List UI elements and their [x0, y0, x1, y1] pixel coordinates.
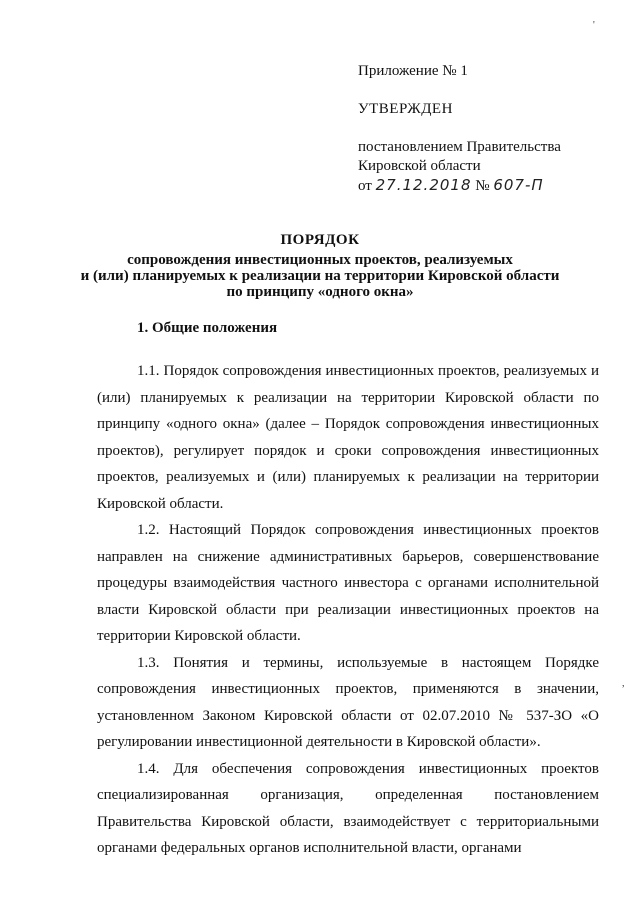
title-main: ПОРЯДОК — [280, 232, 360, 248]
scan-speck: ' — [593, 20, 595, 31]
decree-line-2: Кировской области — [358, 158, 481, 174]
appendix-label: Приложение № 1 — [358, 63, 468, 79]
paragraph-1-2: 1.2. Настоящий Порядок сопровождения инвестиционных проектов направлен на снижение административных барьеров, совершенствование процедуры взаимодействия частного инвестора с органами исполнительной власти Кировской области при реализации инвестиционных проектов на территории Кировской области. — [97, 522, 599, 644]
number-sign: № — [475, 178, 490, 194]
decree-line-1: постановлением Правительства — [358, 139, 561, 155]
document-body — [97, 358, 599, 862]
title-line-1: сопровождения инвестиционных проектов, реализуемых — [127, 252, 513, 268]
section-heading: 1. Общие положения — [137, 320, 278, 336]
paragraph-1-4: 1.4. Для обеспечения сопровождения инвестиционных проектов специализированная организация, определенная постановлением Правительства Кировской области, взаимодействует с территориальными органами федеральных органов исполнительной власти, органами — [97, 760, 599, 856]
paragraph-1-1: 1.1. Порядок сопровождения инвестиционных проектов, реализуемых и (или) планируемых к реализации на территории Кировской области по принципу «одного окна» (далее – Порядок сопровождения инвестиционных проектов), регулирует порядок и сроки сопровождения инвестиционных проектов, реализуемых и (или) планируемых к реализации на территории Кировской области. — [97, 363, 599, 512]
document-title — [60, 232, 580, 300]
approved-label: УТВЕРЖДЕН — [358, 101, 453, 117]
paragraph-1-3: 1.3. Понятия и термины, используемые в настоящем Порядке сопровождения инвестиционных проектов, применяются в значении, установленном Законом Кировской области от 02.07.2010 № 537-ЗО «О регулировании инвестиционной деятельности в Кировской области». — [97, 654, 599, 750]
approval-block — [358, 62, 608, 196]
title-line-2: и (или) планируемых к реализации на территории Кировской области — [80, 268, 560, 284]
decree-date-line — [358, 176, 608, 196]
scan-speck: , — [622, 678, 625, 689]
date-prefix: от — [358, 178, 372, 194]
handwritten-number: 607-П — [493, 176, 544, 194]
title-line-3: по принципу «одного окна» — [226, 284, 414, 300]
handwritten-date: 27.12.2018 — [375, 176, 472, 194]
